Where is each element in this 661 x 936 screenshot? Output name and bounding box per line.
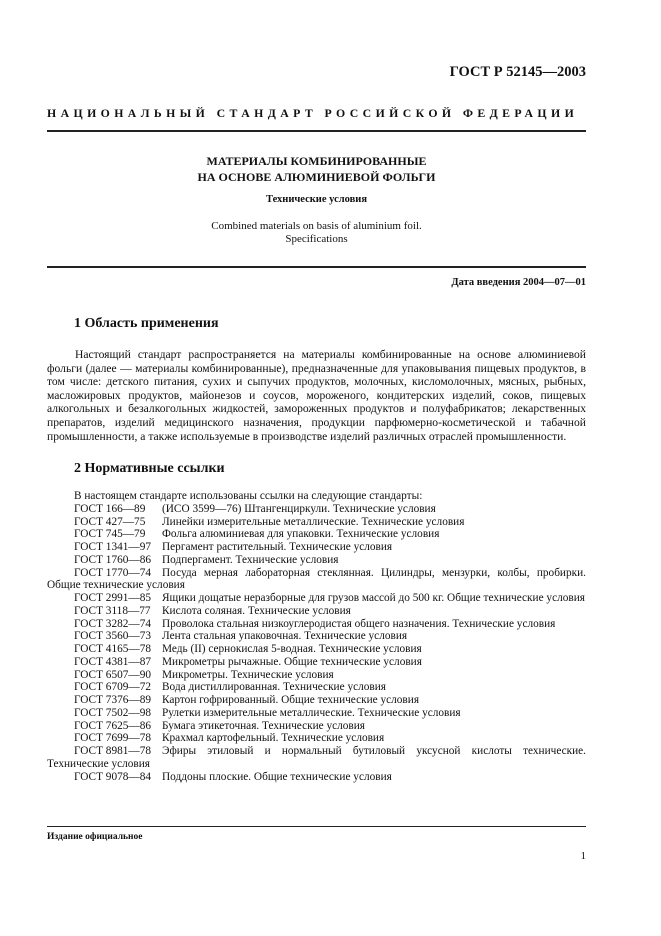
reference-item	[47, 503, 586, 516]
reference-code: ГОСТ 166—89	[74, 502, 146, 515]
document-title	[47, 153, 586, 185]
reference-code: ГОСТ 2991—85	[74, 592, 151, 604]
reference-item	[47, 643, 586, 656]
section-1-heading: 1 Область применения	[74, 316, 219, 331]
english-title-line-2: Specifications	[285, 233, 348, 245]
references-intro: В настоящем стандарте использованы ссылки на следующие стандарты:	[74, 490, 423, 502]
reference-title: Пергамент растительный. Технические условия	[162, 541, 393, 553]
page-number: 1	[580, 850, 586, 862]
reference-item	[47, 720, 586, 733]
reference-code: ГОСТ 3118—77	[74, 604, 151, 617]
reference-title: Вода дистиллированная. Технические условия	[162, 681, 386, 694]
reference-item	[47, 681, 586, 694]
reference-item	[47, 516, 586, 529]
reference-title: Микрометры. Технические условия	[162, 668, 334, 681]
reference-item	[47, 745, 586, 771]
document-number: ГОСТ Р 52145—2003	[449, 64, 586, 80]
title-line-1: МАТЕРИАЛЫ КОМБИНИРОВАННЫЕ	[206, 154, 427, 168]
reference-title: (ИСО 3599—76) Штангенциркули. Технические условия	[162, 502, 436, 515]
references-list	[47, 490, 586, 783]
reference-code: ГОСТ 4165—78	[74, 643, 151, 655]
reference-code: ГОСТ 1341—97	[74, 541, 151, 553]
introduction-date: Дата введения 2004—07—01	[451, 277, 586, 288]
title-line-2: НА ОСНОВЕ АЛЮМИНИЕВОЙ ФОЛЬГИ	[197, 170, 436, 184]
reference-code: ГОСТ 3560—73	[74, 630, 151, 643]
section-1-paragraph: Настоящий стандарт распространяется на материалы комбинированные на основе алюминиевой фольги (далее — материалы комбинированные), предназначенные для упаковывания пищевых продуктов, в том числе: детского питания, сухих и сыпучих продуктов, молочных, кисломолочных, мясных, рыбных, масложировых продуктов, майонезов и соусов, мороженого, кондитерских изделий, соков, пищевых алкогольных и безалкогольных жидкостей, замороженных продуктов и полуфабрикатов; лекарственных препаратов, изделий медицинского назначения, продукции парфюмерно-косметической и табачной промышленности, а также используемые в производстве изделий различных отраслей промышленности.	[47, 348, 586, 443]
national-standard-banner: НАЦИОНАЛЬНЫЙ СТАНДАРТ РОССИЙСКОЙ ФЕДЕРАЦИИ	[47, 106, 579, 120]
reference-item	[47, 554, 586, 567]
reference-item	[47, 694, 586, 707]
reference-title: Крахмал картофельный. Технические условия	[162, 732, 385, 745]
reference-code: ГОСТ 4381—87	[74, 655, 151, 668]
reference-item	[47, 567, 586, 593]
reference-title: Посуда мерная лабораторная стеклянная. Цилиндры, мензурки, колбы, пробирки. Общие технические условия	[47, 566, 586, 592]
reference-item	[47, 707, 586, 720]
reference-code: ГОСТ 9078—84	[74, 770, 151, 783]
reference-title: Эфиры этиловый и нормальный бутиловый уксусной кислоты технические. Технические условия	[47, 745, 586, 770]
footer-rule	[47, 826, 586, 827]
reference-title: Поддоны плоские. Общие технические условия	[162, 770, 392, 783]
reference-title: Лента стальная упаковочная. Технические условия	[162, 630, 408, 643]
section-2-heading: 2 Нормативные ссылки	[74, 461, 225, 476]
reference-title: Ящики дощатые неразборные для грузов массой до 500 кг. Общие технические условия	[162, 592, 585, 604]
reference-item	[47, 541, 586, 554]
reference-title: Фольга алюминиевая для упаковки. Технические условия	[162, 528, 440, 541]
reference-code: ГОСТ 6507—90	[74, 668, 151, 681]
reference-title: Медь (II) сернокислая 5-водная. Технические условия	[162, 643, 422, 655]
reference-item	[47, 771, 586, 784]
reference-code: ГОСТ 7502—98	[74, 706, 151, 719]
reference-title: Проволока стальная низкоуглеродистая общего назначения. Технические условия	[162, 617, 556, 630]
reference-code: ГОСТ 7699—78	[74, 732, 151, 745]
reference-code: ГОСТ 1760—86	[74, 553, 151, 566]
reference-item	[47, 732, 586, 745]
reference-code: ГОСТ 6709—72	[74, 681, 151, 694]
reference-title: Бумага этикеточная. Технические условия	[162, 719, 366, 732]
reference-code: ГОСТ 1770—74	[74, 566, 151, 579]
reference-title: Подпергамент. Технические условия	[162, 553, 339, 566]
reference-code: ГОСТ 7625—86	[74, 719, 151, 732]
reference-item	[47, 656, 586, 669]
title-rule	[47, 266, 586, 268]
reference-code: ГОСТ 8981—78	[74, 745, 151, 757]
reference-item	[47, 618, 586, 631]
document-subtitle: Технические условия	[265, 194, 368, 205]
reference-item	[47, 669, 586, 682]
reference-code: ГОСТ 427—75	[74, 515, 146, 528]
reference-code: ГОСТ 745—79	[74, 528, 146, 541]
reference-item	[47, 528, 586, 541]
reference-code: ГОСТ 7376—89	[74, 694, 151, 706]
reference-item	[47, 592, 586, 605]
reference-title: Микрометры рычажные. Общие технические условия	[162, 655, 422, 668]
reference-title: Линейки измерительные металлические. Технические условия	[162, 515, 465, 528]
reference-title: Рулетки измерительные металлические. Технические условия	[162, 706, 461, 719]
reference-title: Кислота соляная. Технические условия	[162, 604, 351, 617]
english-title	[47, 220, 586, 246]
reference-code: ГОСТ 3282—74	[74, 617, 151, 630]
reference-title: Картон гофрированный. Общие технические условия	[162, 694, 420, 706]
section-1-body	[47, 348, 586, 443]
header-rule	[47, 130, 586, 132]
reference-item	[47, 605, 586, 618]
reference-item	[47, 630, 586, 643]
english-title-line-1: Combined materials on basis of aluminium foil.	[211, 220, 422, 232]
official-edition-label: Издание официальное	[47, 832, 143, 842]
